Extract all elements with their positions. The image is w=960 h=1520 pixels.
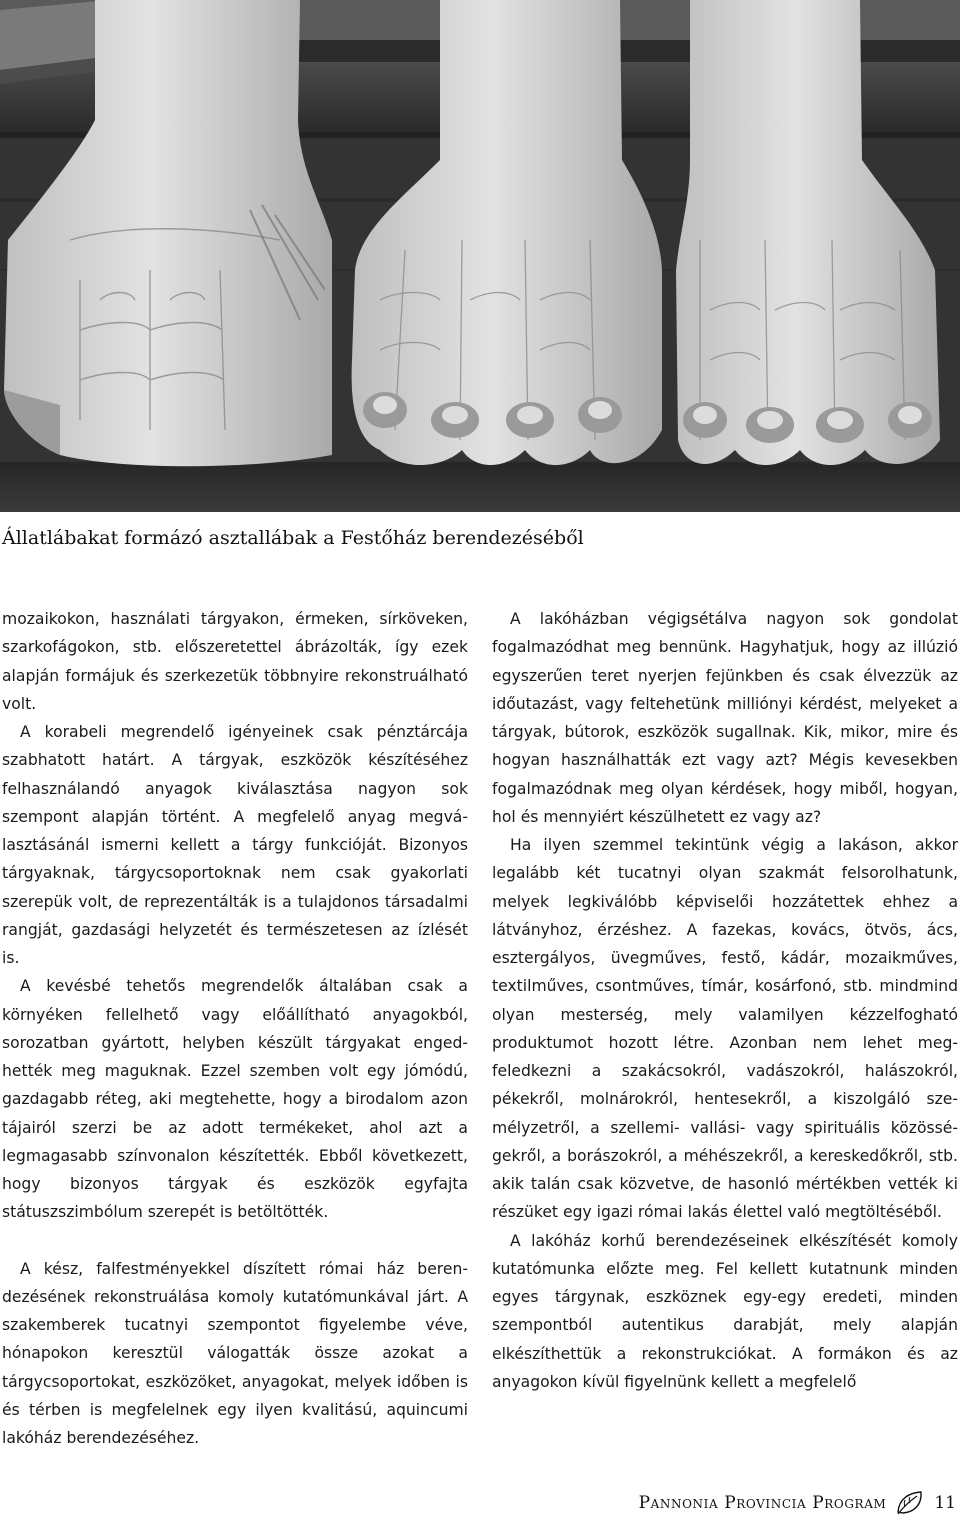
- paragraph: A lakóház korhű berendezéseinek elkészítését komoly kutatómunka előzte meg. Fel kellett kutatnunk minden egyes tárgynak, eszköznek egy-egy eredeti, minden szempontból autentikus darabját, mely alapján elkészíthettük a rekonstrukciókat. A formákon és az anyagokon kívül figyelnünk kellett a megfelelő: [492, 1231, 958, 1391]
- program-title: Pannonia Provincia Program: [638, 1493, 887, 1513]
- paragraph: mozaikokon, használati tárgyakon, érmeken, sírköveken, szarkofágokon, stb. előszeretettel ábrázolták, így ezek alapján formájuk és szerkezetük többnyire rekonstruálható volt.: [2, 610, 468, 713]
- photo-caption: Állatlábakat formázó asztallábak a Festőház berendezéséből: [2, 527, 584, 549]
- paragraph: A kevésbé tehetős megrendelők általában csak a környéken fellelhető vagy előállítható anyagokból, sorozatban gyártott, helyben készült tárgyakat engedhették meg maguknak. Ezzel szemben volt egy jómódú, gazdagabb réteg, aki megtehette, hogy a birodalom azon tájairól szerzi be az adott termékeket, ahol azt a legmagasabb színvonalon készítették. Ebből következett, hogy bizonyos tárgyak és eszközök egyfajta státuszszimbólum szerepét is betöltötték.: [2, 977, 468, 1222]
- table-legs-photo: [0, 0, 960, 512]
- paragraph: A korabeli megrendelő igényeinek csak pénztárcája szabhatott határt. A tárgyak, eszközök készítéséhez felhasználandó anyagok kiválasztása nagyon sok szempont alapján történt. A megfelelő anyag megválasztásánál ismerni kellett a tárgy funkcióját. Bizonyos tárgyaknak, tárgycsoportoknak nem csak gyakorlati szerepük volt, de reprezentálták is a tulajdonos társadalmi rangját, gazdasági helyzetét és természetesen az ízlését is.: [2, 723, 468, 967]
- text-column-left: [2, 605, 468, 1452]
- paragraph: A lakóházban végigsétálva nagyon sok gondolat fogalmazódhat meg bennünk. Hagyhatjuk, hogy az illúzió egyszerűen teret nyerjen fejünkben és csak élvezzük az időutazást, vagy feltehetünk milliónyi kérdést, melyeket a tárgyak, bútorok, eszközök sugallnak. Kik, mikor, mire és hogyan használhatták ezt vagy azt? Mégis kevesekben fogalmazódnak meg olyan kérdések, hogy miből, hogyan, hol és mennyiért készülhetett ez vagy az?: [492, 610, 958, 826]
- page-footer: [639, 1486, 956, 1520]
- text-column-right: [492, 605, 958, 1396]
- paragraph: A kész, falfestményekkel díszített római ház berendezésének rekonstruálása komoly kutatómunkával járt. A szakemberek tucatnyi szempontot figyelembe véve, hónapokon keresztül válogatták össze azokat a tárgycsoportokat, eszközöket, anyagokat, melyek időben is és térben is megfelelnek egy ilyen kvalitású, aquincumi lakóház berendezéséhez.: [2, 1259, 468, 1447]
- leaf-icon: [895, 1490, 925, 1516]
- page-number: 11: [934, 1493, 956, 1513]
- paragraph: Ha ilyen szemmel tekintünk végig a lakáson, akkor legalább két tucatnyi olyan szakmát felsorolhatunk, melyek legkiválóbb képviselői hozzátettek ehhez a látványhoz, érzéshez. A fazekas, kovács, ötvös, ács, esztergályos, üvegműves, festő, kádár, mozaikműves, textilműves, csontműves, tímár, kosárfonó, stb. mindmind olyan mesterség, mely valamilyen kézzelfogható produktumot hozott létre. Azonban nem lehet megfeledkezni a szakácsokról, vadászokról, halászokról, pékekről, molnárokról, hentesekről, a kiszolgáló személyzetről, a szellemi- vallási- vagy spirituális közösségekről, a borászokról, a méhészekről, a kereskedőkről, stb. akik talán csak közvetve, de hasonló mértékben vették ki részüket egy igazi római lakás élettel való megtöltéséből.: [492, 836, 958, 1222]
